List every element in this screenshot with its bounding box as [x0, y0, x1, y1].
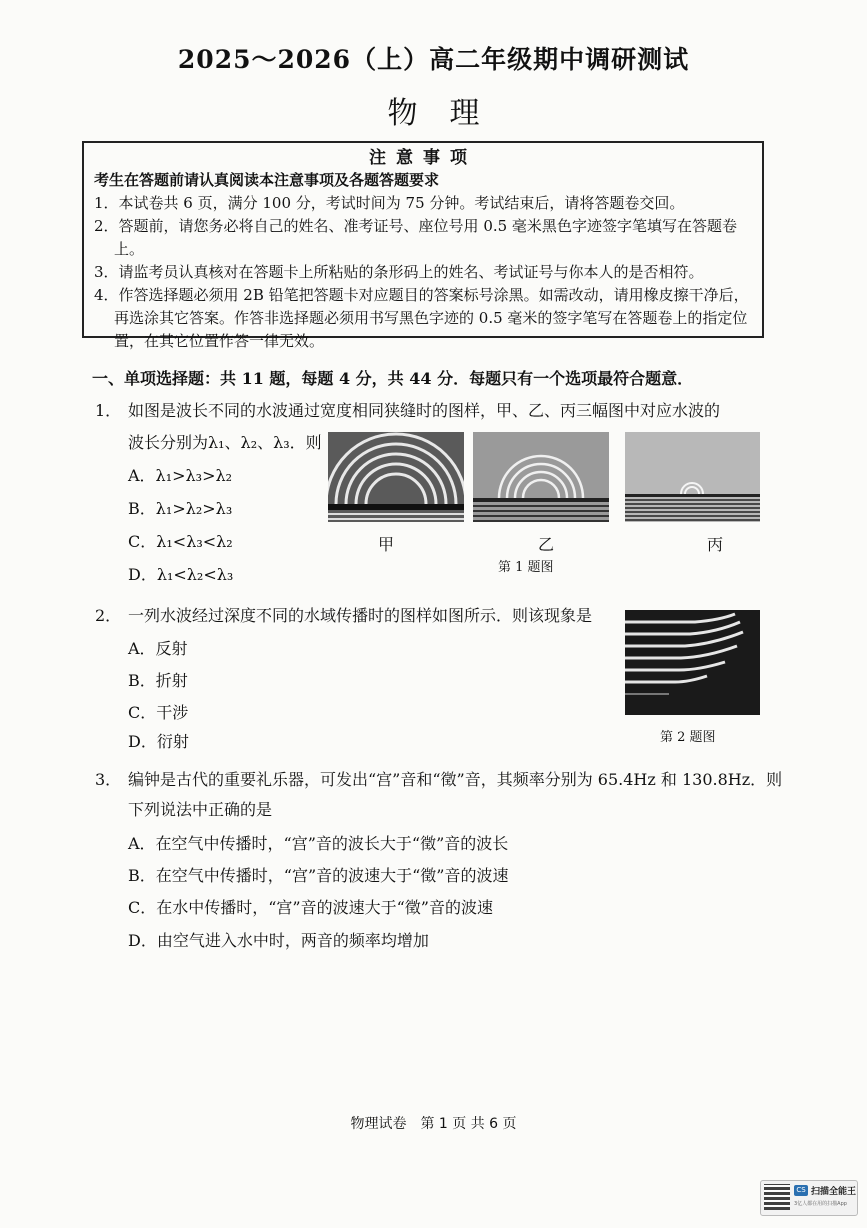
notice-item-3: 3．请监考员认真核对在答题卡上所粘贴的条形码上的姓名、考试证号与你本人的是否相符。: [94, 263, 704, 281]
q1-stem-line1: 如图是波长不同的水波通过宽度相同狭缝时的图样，甲、乙、丙三幅图中对应水波的: [128, 401, 721, 420]
q1-figure-yi: [473, 432, 609, 522]
notice-item-4: 4．作答选择题必须用 2B 铅笔把答题卡对应题目的答案标号涂黑。如需改动，请用橡皮擦干净后，再选涂其它答案。作答非选择题必须用书写黑色字迹的 0.5 毫米的签字笔写在答题卷上的指定位置，在其它位置作答一律无效。: [94, 286, 749, 350]
q2-figure: [625, 610, 760, 715]
q2-option-b: B．折射: [128, 671, 188, 690]
q2-option-a: A．反射: [128, 639, 188, 658]
q3-option-a: A．在空气中传播时，“宫”音的波长大于“徵”音的波长: [128, 834, 509, 853]
qr-code-icon: [764, 1184, 790, 1210]
q1-label-jia: 甲: [378, 535, 395, 554]
q1-number: 1．: [95, 401, 122, 420]
q1-label-bing: 丙: [707, 535, 724, 554]
scanner-watermark: [760, 1180, 858, 1216]
q2-caption: 第 2 题图: [660, 730, 716, 745]
q1-caption: 第 1 题图: [498, 560, 554, 575]
q3-stem-line2: 下列说法中正确的是: [128, 800, 273, 819]
q3-number: 3．: [95, 770, 122, 789]
q1-option-a: A．λ₁>λ₃>λ₂: [128, 466, 233, 485]
notice-item-2: 2．答题前，请您务必将自己的姓名、准考证号、座位号用 0.5 毫米黑色字迹签字笔填写在答题卷上。: [94, 217, 737, 258]
exam-title: 2025～2026（上）高二年级期中调研测试: [177, 45, 690, 74]
q2-option-c: C．干涉: [128, 703, 189, 722]
q1-figure-jia: [328, 432, 464, 522]
watermark-app-name: 扫描全能王: [811, 1187, 857, 1197]
q3-option-c: C．在水中传播时，“宫”音的波速大于“徵”音的波速: [128, 898, 493, 917]
q2-option-d: D．衍射: [128, 732, 189, 751]
q1-label-yi: 乙: [538, 535, 555, 554]
subject-title: 物理: [387, 96, 512, 131]
notice-lead: 考生在答题前请认真阅读本注意事项及各题答题要求: [94, 171, 440, 189]
notice-title: 注意事项: [369, 148, 477, 168]
q3-option-d: D．由空气进入水中时，两音的频率均增加: [128, 931, 429, 950]
page-footer: 物理试卷 第 1 页 共 6 页: [350, 1116, 517, 1132]
q2-stem: 一列水波经过深度不同的水域传播时的图样如图所示．则该现象是: [128, 606, 593, 625]
section-heading: 一、单项选择题：共 11 题，每题 4 分，共 44 分．每题只有一个选项最符合题意．: [92, 369, 694, 388]
q1-option-d: D．λ₁<λ₂<λ₃: [128, 565, 234, 584]
q1-option-b: B．λ₁>λ₂>λ₃: [128, 499, 233, 518]
watermark-slogan: 3亿人都在用的扫描App: [794, 1201, 847, 1207]
q1-stem-line2: 波长分别为λ₁、λ₂、λ₃．则: [128, 433, 322, 452]
q1-figure-bing: [625, 432, 760, 522]
q1-option-c: C．λ₁<λ₃<λ₂: [128, 532, 233, 551]
notice-item-1: 1．本试卷共 6 页，满分 100 分，考试时间为 75 分钟。考试结束后，请将答题卷交回。: [94, 194, 685, 212]
notice-box: [82, 141, 764, 350]
q2-number: 2．: [95, 606, 122, 625]
q3-stem-line1: 编钟是古代的重要礼乐器，可发出“宫”音和“徵”音，其频率分别为 65.4Hz 和 130.8Hz．则: [128, 770, 783, 789]
q3-option-b: B．在空气中传播时，“宫”音的波速大于“徵”音的波速: [128, 866, 509, 885]
camscanner-logo-icon: CS: [794, 1185, 808, 1196]
